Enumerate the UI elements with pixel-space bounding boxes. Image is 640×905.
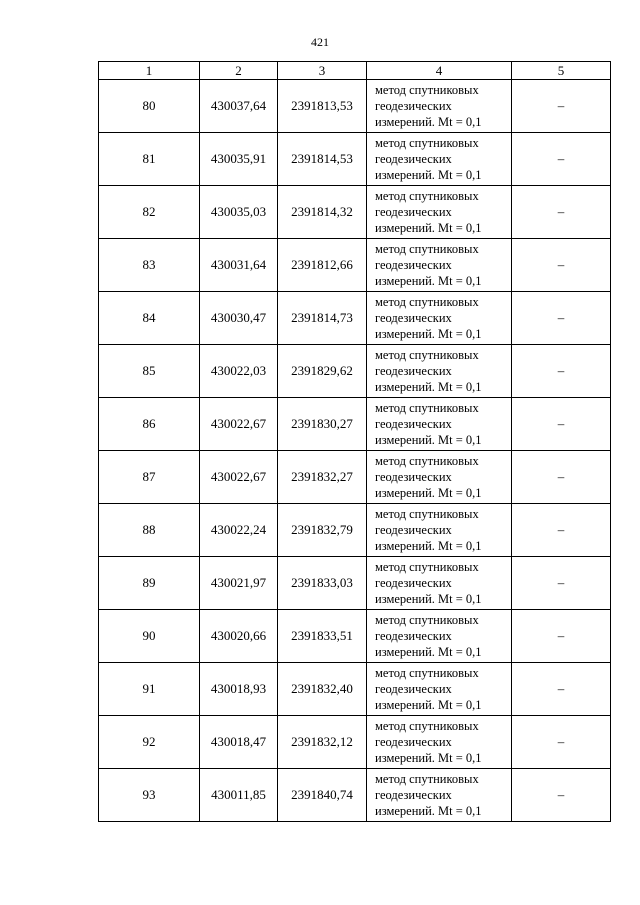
table-body (99, 80, 611, 822)
point-number-cell: 86 (99, 398, 200, 451)
method-line: геодезических (375, 788, 452, 802)
method-line: геодезических (375, 205, 452, 219)
point-number-cell: 83 (99, 239, 200, 292)
column-header-4: 4 (367, 62, 512, 80)
description-cell: – (512, 345, 611, 398)
x-coordinate-cell: 430022,03 (200, 345, 278, 398)
method-line: геодезических (375, 523, 452, 537)
method-line: измерений. Mt = 0,1 (375, 804, 482, 818)
method-line: метод спутниковых (375, 507, 479, 521)
coordinates-table (98, 61, 611, 822)
table-row (99, 345, 611, 398)
y-coordinate-cell: 2391833,03 (278, 557, 367, 610)
method-cell (367, 133, 512, 186)
method-cell (367, 716, 512, 769)
method-cell (367, 345, 512, 398)
table-row (99, 80, 611, 133)
table-row (99, 504, 611, 557)
table-header-row (99, 62, 611, 80)
y-coordinate-cell: 2391840,74 (278, 769, 367, 822)
description-cell: – (512, 133, 611, 186)
method-line: измерений. Mt = 0,1 (375, 221, 482, 235)
method-line: измерений. Mt = 0,1 (375, 327, 482, 341)
method-line: измерений. Mt = 0,1 (375, 115, 482, 129)
method-cell (367, 398, 512, 451)
method-line: метод спутниковых (375, 613, 479, 627)
method-line: геодезических (375, 152, 452, 166)
method-cell (367, 292, 512, 345)
x-coordinate-cell: 430031,64 (200, 239, 278, 292)
method-cell (367, 557, 512, 610)
method-cell (367, 769, 512, 822)
y-coordinate-cell: 2391832,79 (278, 504, 367, 557)
method-cell (367, 610, 512, 663)
table-row (99, 451, 611, 504)
point-number-cell: 90 (99, 610, 200, 663)
point-number-cell: 82 (99, 186, 200, 239)
method-line: метод спутниковых (375, 295, 479, 309)
x-coordinate-cell: 430011,85 (200, 769, 278, 822)
method-line: геодезических (375, 576, 452, 590)
method-line: измерений. Mt = 0,1 (375, 539, 482, 553)
description-cell: – (512, 663, 611, 716)
description-cell: – (512, 186, 611, 239)
table-row (99, 557, 611, 610)
x-coordinate-cell: 430037,64 (200, 80, 278, 133)
y-coordinate-cell: 2391814,73 (278, 292, 367, 345)
method-line: метод спутниковых (375, 719, 479, 733)
x-coordinate-cell: 430021,97 (200, 557, 278, 610)
point-number-cell: 92 (99, 716, 200, 769)
y-coordinate-cell: 2391813,53 (278, 80, 367, 133)
method-line: метод спутниковых (375, 242, 479, 256)
table-row (99, 610, 611, 663)
method-line: измерений. Mt = 0,1 (375, 168, 482, 182)
column-header-5: 5 (512, 62, 611, 80)
method-line: метод спутниковых (375, 560, 479, 574)
description-cell: – (512, 80, 611, 133)
method-line: метод спутниковых (375, 348, 479, 362)
point-number-cell: 87 (99, 451, 200, 504)
method-line: измерений. Mt = 0,1 (375, 380, 482, 394)
table-row (99, 769, 611, 822)
y-coordinate-cell: 2391832,27 (278, 451, 367, 504)
x-coordinate-cell: 430020,66 (200, 610, 278, 663)
description-cell: – (512, 769, 611, 822)
point-number-cell: 93 (99, 769, 200, 822)
page-number: 421 (311, 35, 329, 49)
method-line: геодезических (375, 417, 452, 431)
method-cell (367, 663, 512, 716)
table-row (99, 186, 611, 239)
method-line: геодезических (375, 470, 452, 484)
column-header-3: 3 (278, 62, 367, 80)
method-line: метод спутниковых (375, 83, 479, 97)
method-line: измерений. Mt = 0,1 (375, 433, 482, 447)
method-cell (367, 186, 512, 239)
method-line: измерений. Mt = 0,1 (375, 751, 482, 765)
table-row (99, 716, 611, 769)
point-number-cell: 85 (99, 345, 200, 398)
method-line: геодезических (375, 364, 452, 378)
table-row (99, 133, 611, 186)
method-cell (367, 80, 512, 133)
method-line: метод спутниковых (375, 136, 479, 150)
y-coordinate-cell: 2391812,66 (278, 239, 367, 292)
y-coordinate-cell: 2391830,27 (278, 398, 367, 451)
method-line: измерений. Mt = 0,1 (375, 592, 482, 606)
method-line: геодезических (375, 682, 452, 696)
description-cell: – (512, 398, 611, 451)
point-number-cell: 89 (99, 557, 200, 610)
x-coordinate-cell: 430018,93 (200, 663, 278, 716)
method-line: геодезических (375, 311, 452, 325)
description-cell: – (512, 716, 611, 769)
y-coordinate-cell: 2391832,40 (278, 663, 367, 716)
method-line: геодезических (375, 258, 452, 272)
y-coordinate-cell: 2391833,51 (278, 610, 367, 663)
description-cell: – (512, 504, 611, 557)
x-coordinate-cell: 430022,24 (200, 504, 278, 557)
x-coordinate-cell: 430035,91 (200, 133, 278, 186)
method-line: метод спутниковых (375, 666, 479, 680)
x-coordinate-cell: 430035,03 (200, 186, 278, 239)
method-line: метод спутниковых (375, 772, 479, 786)
x-coordinate-cell: 430030,47 (200, 292, 278, 345)
x-coordinate-cell: 430022,67 (200, 398, 278, 451)
table-row (99, 292, 611, 345)
description-cell: – (512, 239, 611, 292)
method-line: геодезических (375, 735, 452, 749)
method-line: измерений. Mt = 0,1 (375, 274, 482, 288)
description-cell: – (512, 557, 611, 610)
point-number-cell: 80 (99, 80, 200, 133)
method-cell (367, 451, 512, 504)
method-line: метод спутниковых (375, 189, 479, 203)
point-number-cell: 84 (99, 292, 200, 345)
y-coordinate-cell: 2391832,12 (278, 716, 367, 769)
method-line: измерений. Mt = 0,1 (375, 486, 482, 500)
column-header-2: 2 (200, 62, 278, 80)
point-number-cell: 81 (99, 133, 200, 186)
table-row (99, 239, 611, 292)
y-coordinate-cell: 2391829,62 (278, 345, 367, 398)
x-coordinate-cell: 430022,67 (200, 451, 278, 504)
description-cell: – (512, 451, 611, 504)
method-line: геодезических (375, 99, 452, 113)
table-row (99, 663, 611, 716)
method-line: метод спутниковых (375, 454, 479, 468)
column-header-1: 1 (99, 62, 200, 80)
x-coordinate-cell: 430018,47 (200, 716, 278, 769)
y-coordinate-cell: 2391814,32 (278, 186, 367, 239)
table-row (99, 398, 611, 451)
method-line: измерений. Mt = 0,1 (375, 645, 482, 659)
point-number-cell: 88 (99, 504, 200, 557)
method-line: геодезических (375, 629, 452, 643)
y-coordinate-cell: 2391814,53 (278, 133, 367, 186)
description-cell: – (512, 610, 611, 663)
point-number-cell: 91 (99, 663, 200, 716)
method-cell (367, 504, 512, 557)
method-cell (367, 239, 512, 292)
description-cell: – (512, 292, 611, 345)
method-line: метод спутниковых (375, 401, 479, 415)
method-line: измерений. Mt = 0,1 (375, 698, 482, 712)
